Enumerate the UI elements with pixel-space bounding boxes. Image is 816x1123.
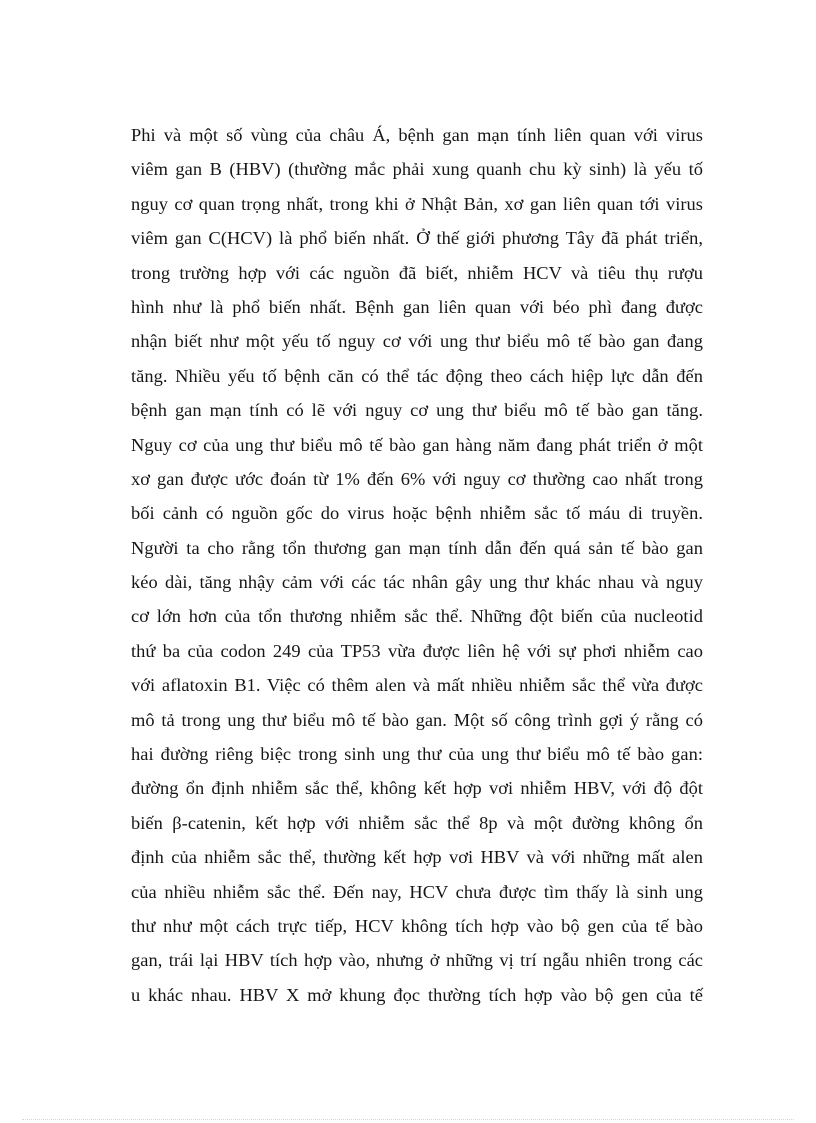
text-line-21: biến β-catenin, kết hợp với nhiễm sắc thể 8p và một đường không ổn — [131, 812, 703, 833]
body-paragraph — [131, 118, 703, 1012]
text-line-10: Nguy cơ của ung thư biểu mô tế bào gan hàng năm đang phát triển ở một — [131, 434, 703, 455]
text-line-22: định của nhiễm sắc thể, thường kết hợp vơi HBV và với những mất alen — [131, 847, 703, 868]
text-line-9: bệnh gan mạn tính có lẽ với nguy cơ ung thư biểu mô tế bào gan tăng. — [131, 400, 703, 421]
text-line-1: Phi và một số vùng của châu Á, bệnh gan mạn tính liên quan với virus — [131, 125, 703, 145]
text-line-17: với aflatoxin B1. Việc có thêm alen và mất nhiều nhiễm sắc thể vừa được — [131, 675, 703, 696]
text-line-19: hai đường riêng biệc trong sinh ung thư của ung thư biểu mô tế bào gan: — [131, 744, 703, 765]
text-line-20: đường ổn định nhiễm sắc thể, không kết hợp vơi nhiễm HBV, với độ đột — [131, 778, 703, 799]
text-line-14: kéo dài, tăng nhậy cảm với các tác nhân gây ung thư khác nhau và nguy — [131, 572, 703, 593]
text-line-26: u khác nhau. HBV X mở khung đọc thường tích hợp vào bộ gen của tế — [131, 984, 703, 1005]
text-line-13: Người ta cho rằng tổn thương gan mạn tính dẫn đến quá sản tế bào gan — [131, 537, 703, 558]
text-line-3: nguy cơ quan trọng nhất, trong khi ở Nhật Bản, xơ gan liên quan tới virus — [131, 193, 703, 214]
text-line-16: thứ ba của codon 249 của TP53 vừa được liên hệ với sự phơi nhiễm cao — [131, 640, 703, 661]
page-bottom-border — [22, 1119, 794, 1120]
text-line-4: viêm gan C(HCV) là phổ biến nhất. Ở thế giới phương Tây đã phát triển, — [131, 228, 703, 249]
text-line-24: thư như một cách trực tiếp, HCV không tích hợp vào bộ gen của tế bào — [131, 915, 703, 936]
text-line-23: của nhiều nhiễm sắc thể. Đến nay, HCV chưa được tìm thấy là sinh ung — [131, 881, 703, 902]
text-line-7: nhận biết như một yếu tố nguy cơ với ung thư biểu mô tế bào gan đang — [131, 331, 703, 352]
text-line-18: mô tả trong ung thư biểu mô tế bào gan. Một số công trình gợi ý rằng có — [131, 709, 703, 730]
text-line-25: gan, trái lại HBV tích hợp vào, nhưng ở những vị trí ngẫu nhiên trong các — [131, 950, 703, 971]
text-line-11: xơ gan được ước đoán từ 1% đến 6% với nguy cơ thường cao nhất trong — [131, 468, 703, 489]
text-line-6: hình như là phổ biến nhất. Bệnh gan liên quan với béo phì đang được — [131, 296, 703, 317]
text-line-5: trong trường hợp với các nguồn đã biết, nhiễm HCV và tiêu thụ rượu — [131, 262, 703, 283]
text-line-2: viêm gan B (HBV) (thường mắc phải xung quanh chu kỳ sinh) là yếu tố — [131, 159, 703, 180]
text-line-8: tăng. Nhiều yếu tố bệnh căn có thể tác động theo cách hiệp lực dẫn đến — [131, 365, 703, 386]
text-line-15: cơ lớn hơn của tổn thương nhiễm sắc thể. Những đột biến của nucleotid — [131, 606, 703, 627]
text-line-12: bối cảnh có nguồn gốc do virus hoặc bệnh nhiễm sắc tố máu di truyền. — [131, 503, 703, 524]
